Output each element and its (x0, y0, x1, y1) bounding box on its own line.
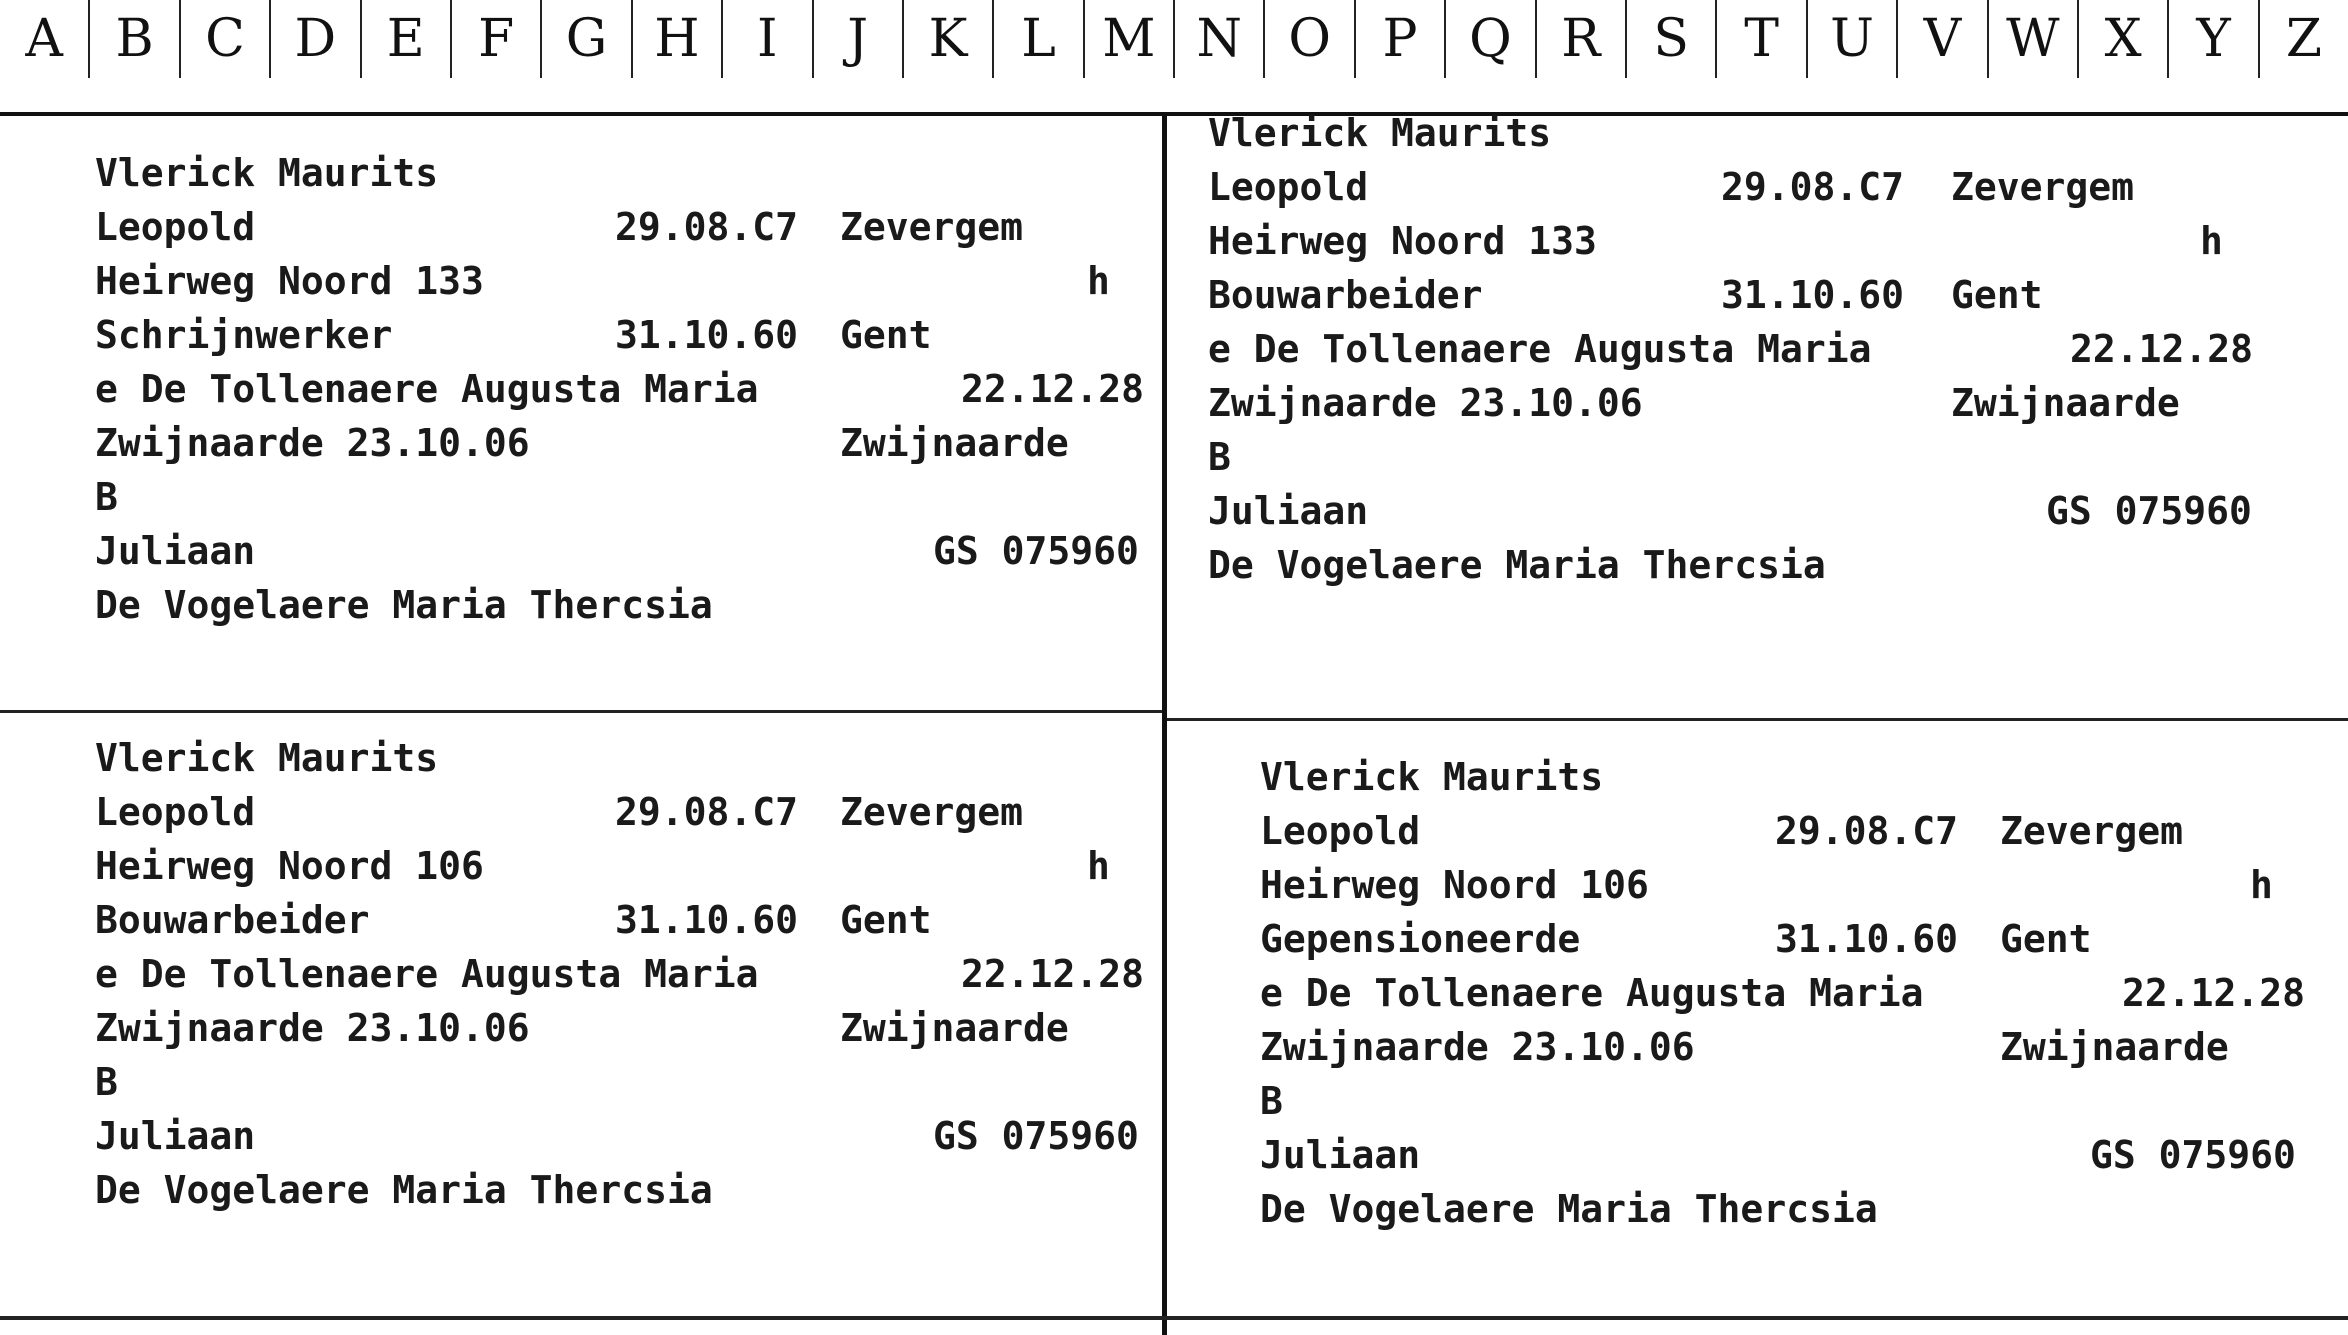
card-marriage: Zwijnaarde 23.10.06 (1260, 1025, 1695, 1069)
card-birth-date: 29.08.C7 (615, 790, 799, 834)
index-letter: V (1898, 0, 1988, 78)
record-card-top-left (95, 148, 1160, 668)
card-name: Vlerick Maurits (1260, 755, 1604, 799)
card-child: Juliaan (1208, 489, 1369, 533)
index-letter: Z (2285, 9, 2323, 69)
card-marriage-place: Zwijnaarde (2000, 1025, 2229, 1069)
card-mother: De Vogelaere Maria Thercsia (1208, 543, 1826, 587)
index-letter: U (1808, 0, 1898, 78)
index-letter: G (542, 0, 632, 78)
index-letter: K (904, 0, 994, 78)
index-letter: C (181, 0, 271, 78)
card-marriage-place: Zwijnaarde (840, 1006, 1069, 1050)
bottom-divider (0, 1316, 2348, 1320)
card-place2: Gent (840, 898, 932, 942)
card-occupation: Bouwarbeider (95, 898, 370, 942)
index-letter: M (1085, 0, 1175, 78)
card-ref: GS 075960 (933, 529, 1139, 573)
card-spouse: e De Tollenaere Augusta Maria (95, 367, 759, 411)
card-date2: 31.10.60 (615, 898, 799, 942)
card-spouse: e De Tollenaere Augusta Maria (95, 952, 759, 996)
index-letter: I (723, 0, 813, 78)
record-card-bottom-left (95, 733, 1160, 1253)
card-marriage-place: Zwijnaarde (840, 421, 1069, 465)
card-status: h (2250, 863, 2273, 907)
card-spouse-date: 22.12.28 (961, 952, 1145, 996)
card-occupation: Schrijnwerker (95, 313, 393, 357)
horizontal-divider-left (0, 710, 1162, 713)
index-letter: N (1175, 0, 1265, 78)
index-letter: B (90, 0, 180, 78)
card-spouse-date: 22.12.28 (2122, 971, 2306, 1015)
card-occupation: Bouwarbeider (1208, 273, 1483, 317)
card-birth-place: Zevergem (1951, 165, 2135, 209)
index-letter: A (0, 0, 90, 78)
vertical-divider (1162, 112, 1167, 1335)
card-first-names: Leopold (95, 790, 256, 834)
card-occupation: Gepensioneerde (1260, 917, 1581, 961)
card-birth-place: Zevergem (2000, 809, 2184, 853)
record-card-bottom-right (1260, 752, 2340, 1272)
card-birth-place: Zevergem (840, 790, 1024, 834)
index-letter: W (1989, 0, 2079, 78)
card-marriage: Zwijnaarde 23.10.06 (95, 1006, 530, 1050)
card-status: h (1087, 844, 1110, 888)
card-child: Juliaan (1260, 1133, 1421, 1177)
card-address: Heirweg Noord 106 (95, 844, 484, 888)
card-spouse: e De Tollenaere Augusta Maria (1208, 327, 1872, 371)
index-letter: F (452, 0, 542, 78)
index-letter: L (994, 0, 1084, 78)
card-status: h (1087, 259, 1110, 303)
card-place2: Gent (840, 313, 932, 357)
card-child: Juliaan (95, 529, 256, 573)
index-letter: P (1356, 0, 1446, 78)
record-card-top-right (1208, 108, 2338, 628)
index-letter: O (1265, 0, 1355, 78)
card-marriage: Zwijnaarde 23.10.06 (95, 421, 530, 465)
card-spouse-date: 22.12.28 (961, 367, 1145, 411)
card-address: Heirweg Noord 133 (95, 259, 484, 303)
card-ref: GS 075960 (2046, 489, 2252, 533)
card-date2: 31.10.60 (1775, 917, 1959, 961)
index-letter: X (2079, 0, 2169, 78)
index-letter: S (1627, 0, 1717, 78)
card-birth-date: 29.08.C7 (1775, 809, 1959, 853)
card-date2: 31.10.60 (1721, 273, 1905, 317)
card-first-names: Leopold (1260, 809, 1421, 853)
card-date2: 31.10.60 (615, 313, 799, 357)
card-spouse-date: 22.12.28 (2070, 327, 2254, 371)
index-letter: D (271, 0, 361, 78)
card-birth-date: 29.08.C7 (1721, 165, 1905, 209)
index-letter: J (814, 0, 904, 78)
card-code: B (95, 1060, 118, 1104)
index-letter: Q (1446, 0, 1536, 78)
card-address: Heirweg Noord 106 (1260, 863, 1649, 907)
index-letter: E (362, 0, 452, 78)
card-first-names: Leopold (1208, 165, 1369, 209)
card-name: Vlerick Maurits (1208, 111, 1552, 155)
card-place2: Gent (2000, 917, 2092, 961)
card-child: Juliaan (95, 1114, 256, 1158)
card-first-names: Leopold (95, 205, 256, 249)
card-spouse: e De Tollenaere Augusta Maria (1260, 971, 1924, 1015)
index-letter: Y (2169, 0, 2259, 78)
card-mother: De Vogelaere Maria Thercsia (95, 583, 713, 627)
index-letter: T (1717, 0, 1807, 78)
alphabet-index-bar (0, 0, 2348, 116)
card-code: B (1208, 435, 1231, 479)
card-ref: GS 075960 (933, 1114, 1139, 1158)
card-name: Vlerick Maurits (95, 736, 439, 780)
card-marriage-place: Zwijnaarde (1951, 381, 2180, 425)
card-code: B (1260, 1079, 1283, 1123)
card-status: h (2200, 219, 2223, 263)
card-ref: GS 075960 (2090, 1133, 2296, 1177)
card-name: Vlerick Maurits (95, 151, 439, 195)
card-code: B (95, 475, 118, 519)
horizontal-divider-right (1167, 718, 2348, 721)
card-birth-date: 29.08.C7 (615, 205, 799, 249)
card-marriage: Zwijnaarde 23.10.06 (1208, 381, 1643, 425)
card-birth-place: Zevergem (840, 205, 1024, 249)
card-place2: Gent (1951, 273, 2043, 317)
index-letter: H (633, 0, 723, 78)
card-address: Heirweg Noord 133 (1208, 219, 1597, 263)
index-letter: R (1537, 0, 1627, 78)
card-mother: De Vogelaere Maria Thercsia (95, 1168, 713, 1212)
card-mother: De Vogelaere Maria Thercsia (1260, 1187, 1878, 1231)
